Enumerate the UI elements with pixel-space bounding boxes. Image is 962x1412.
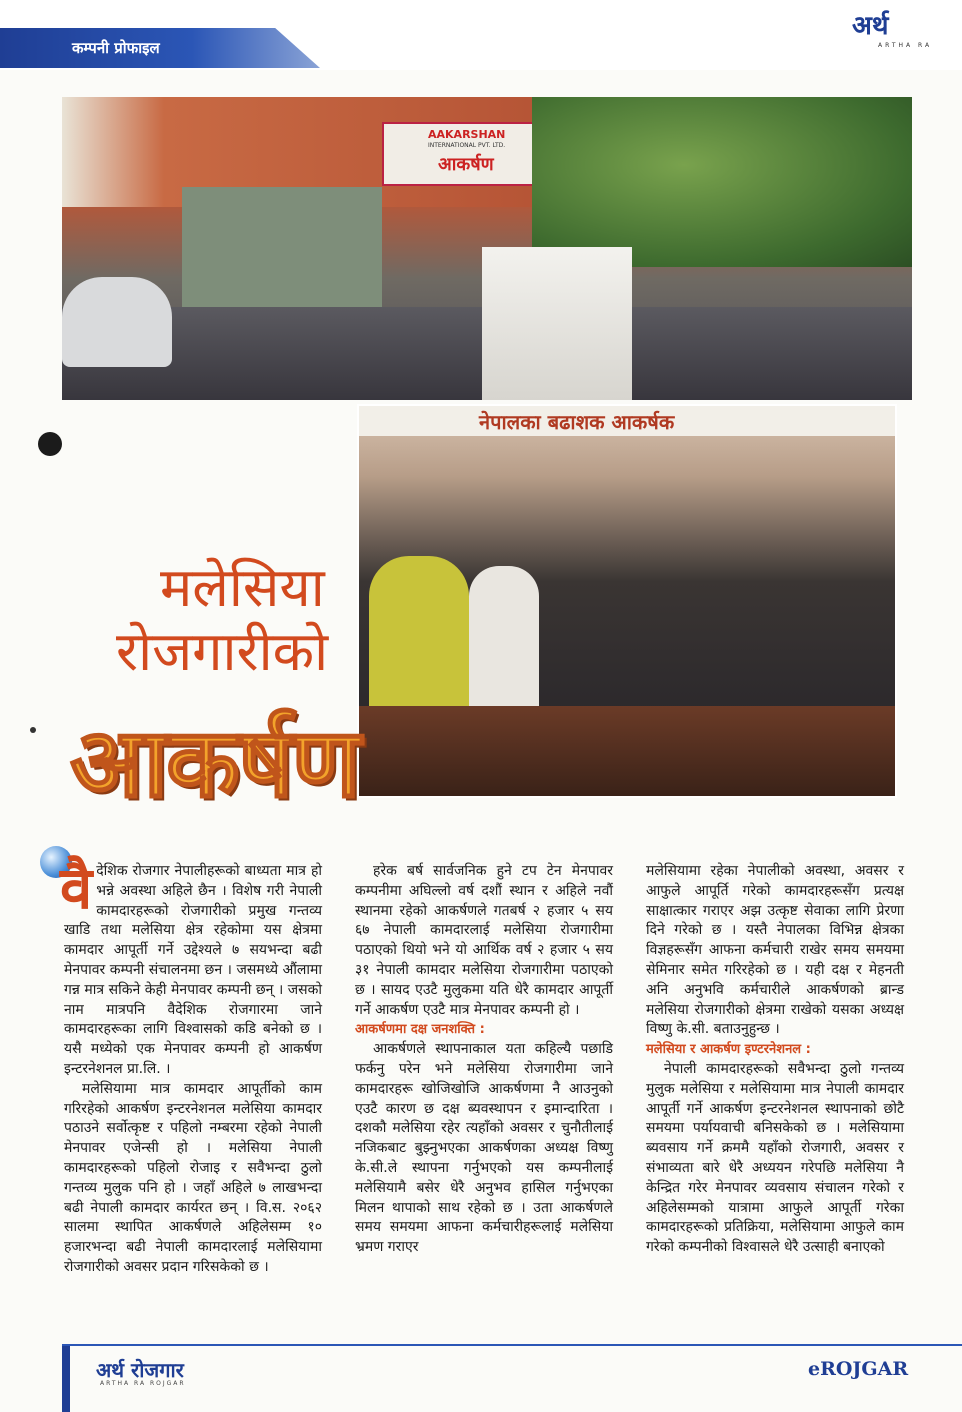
headline-line1: मलेसिया <box>160 556 325 619</box>
paragraph: हरेक बर्ष सार्वजनिक हुने टप टेन मेनपावर कम्पनीमा अघिल्लो वर्ष दशौं स्थान र अहिले नवौं स्थानमा रहेको आकर्षणले गतबर्ष २ हजार ५ सय ६७ नेपाली कामदारलाई मलेसिया रोजगारीमा पठाएको थियो भने यो आर्थिक वर्ष २ हजार ५ सय ३१ नेपाली कामदार मलेसिया रोजगारीमा पठाएको छ । सायद एउटै मुलुकमा यति धेरै कामदार आपूर्ती गर्ने आकर्षण एउटै मात्र मेनपावर कम्पनी हो । <box>355 863 613 1018</box>
paragraph: मलेसियामा रहेका नेपालीको अवस्था, अवसर र आफुले आपूर्ति गरेको कामदारहरूसँग प्रत्यक्ष साक्षात्कार गराएर अझ उत्कृष्ट सेवाका लागि प्रेरणा दिने गरेको छ । यस्तै नेपालका विभिन्न क्षेत्रका विज्ञहरूसँग आफना कर्मचारी राखेर समय समयमा सेमिनार समेत गरिरहेको छ । यही दक्ष र मेहनती अनि अनुभवि कर्मचारीले आकर्षणको ब्रान्ड मलेसिया रोजगारीको क्षेत्रमा राखेको यसका अध्यक्ष विष्णु के.सी. बताउनुहुन्छ । <box>646 863 904 1038</box>
footer-logo: अर्थ रोजगार <box>96 1358 184 1382</box>
magazine-logo <box>852 6 962 50</box>
paragraph: आकर्षणले स्थापनाकाल यता कहिल्यै पछाडि फर्कनु परेन भने मलेसिया रोजगारीमा जाने कामदारहरू खोजिखोजि आकर्षणमा नै आउनुको एउटै कारण छ दक्ष ब्यवस्थापन र इमान्दारिता । दशकौ मलेसिया रहेर त्यहाँको अवसर र चुनौतीलाई नजिकबाट बुझ्नुभएका आकर्षणका अध्यक्ष विष्णु के.सी.ले स्थापना गर्नुभएको यस कम्पनीलाई मलेसियामै बसेर धेरै अनुभव हासिल गर्नुभएका मिलन थापाको साथ रहेको छ । उता आकर्षणले समय समयमा आफना कर्मचारीहरूलाई मलेसिया भ्रमण गराएर <box>355 1041 613 1256</box>
section-tab <box>0 28 320 68</box>
decorative-dot-small <box>30 727 36 733</box>
paragraph: मलेसियामा मात्र कामदार आपूर्तीको काम गरिरहेको आकर्षण इन्टरनेशनल मलेसिया कामदार पठाउने सर्वोत्कृष्ट र पहिलो नम्बरमा रहेको नेपाली मेनपावर एजेन्सी हो । मलेसिया नेपाली कामदारहरूको पहिलो रोजाइ र सवैभन्दा ठुलो गन्तव्य मुलुक पनि हो । जहाँ अहिले ७ लाखभन्दा बढी नेपाली कामदार कार्यरत छन् । वि.स. २०६२ सालमा स्थापित आकर्षणले अहिलेसम्म १० हजारभन्दा बढी नेपाली कामदारलाई मलेसियामा रोजगारीको अवसर प्रदान गरिसकेको छ । <box>64 1080 322 1275</box>
sign-name: AAKARSHAN <box>428 128 506 141</box>
article-column-3 <box>646 862 904 1258</box>
photo-group-staff <box>357 404 897 798</box>
subheading: आकर्षणमा दक्ष जनशक्ति : <box>355 1022 485 1038</box>
article-column-1 <box>60 854 322 1278</box>
footer-rule <box>62 1344 962 1346</box>
magazine-logo-subtext: ARTHA RA <box>878 42 933 49</box>
banner-text: नेपालका बढाशक आकर्षक <box>479 410 675 434</box>
paragraph: देशिक रोजगार नेपालीहरूको बाध्यता मात्र हो भन्ने अवस्था अहिले छैन । विशेष गरी नेपाली कामदारहरूको रोजगारीको प्रमुख गन्तव्य खाडि तथा मलेसिया क्षेत्र रहेकोमा यस क्षेत्रमा कामदार आपूर्ती गर्ने उद्देश्यले ७ सयभन्दा बढी मेनपावर कम्पनी संचालनमा छन । जसमध्ये औंलामा गन्न मात्र सकिने केही मेनपावर कम्पनी छन् । जसको नाम मात्रपनि वैदेशिक रोजगारमा जाने कामदारहरूका लागि विश्वासको कडि बनेको छ । यसै मध्येको एक मेनपावर कम्पनी हो आकर्षण इन्टरनेशनल प्रा.लि. । <box>64 863 322 1077</box>
headline-main-word: आकर्षण <box>70 707 359 819</box>
footer-logo-subtext: ARTHA RA ROJGAR <box>100 1380 186 1387</box>
footer-right-logo: eROJGAR <box>808 1358 909 1380</box>
sign-nepali: आकर्षण <box>438 154 494 175</box>
headline-line2: रोजगारीको <box>116 620 329 683</box>
drop-cap: वै <box>60 854 93 922</box>
photo-crowd-office <box>62 97 912 400</box>
footer-accent-bar <box>62 1346 70 1412</box>
section-label: कम्पनी प्रोफाइल <box>72 39 160 57</box>
sign-subtitle: INTERNATIONAL PVT. LTD. <box>428 142 506 149</box>
paragraph: नेपाली कामदारहरूको सवैभन्दा ठुलो गन्तव्य मुलुक मलेसिया र मलेसियामा मात्र नेपाली कामदार आपूर्ती गर्ने आकर्षण इन्टरनेशनल स्थापनाको छोटै समयमा पर्यायवाची बनिसकेको छ । मलेसियामा ब्यवसाय गर्ने क्रममै यहाँको रोजगारी, अवसर र संभाव्यता बारे धेरै अध्ययन गरेपछि मलेसिया नै केन्द्रित गरेर मेनपावर व्यवसाय संचालन गरेको र अहिलेसम्मको यात्रामा आफुले आपूर्ती गरेका कामदारहरूको प्रतिक्रिया, मलेसियामा आफुले काम गरेको कम्पनीको विश्वासले धेरै उत्साही बनाएको <box>646 1060 904 1256</box>
subheading: मलेसिया र आकर्षण इण्टरनेशनल : <box>646 1042 811 1058</box>
decorative-dot <box>38 432 62 456</box>
article-column-2 <box>355 862 613 1258</box>
magazine-logo-text: अर्थ <box>852 11 889 41</box>
